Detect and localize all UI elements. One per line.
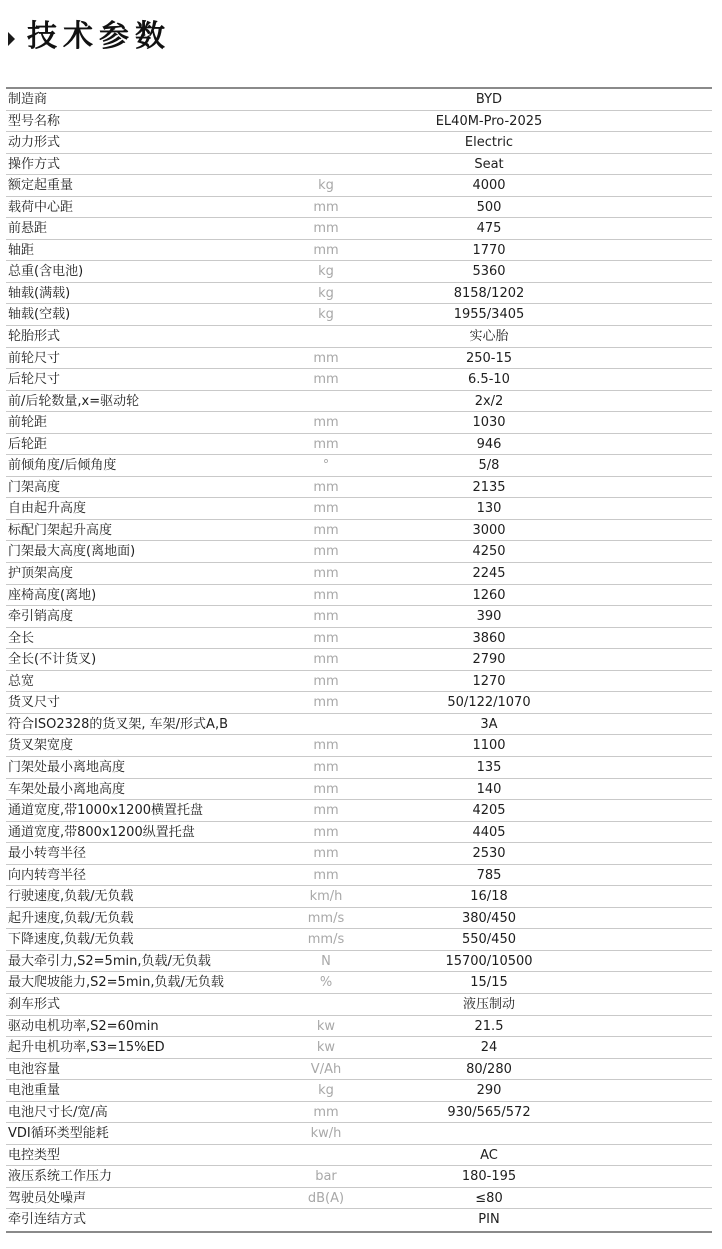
spec-value: 135 [476, 759, 502, 775]
spec-name: 轴距 [8, 242, 35, 258]
spec-name: 门架最大高度(离地面) [8, 544, 136, 560]
spec-unit: mm [313, 673, 339, 689]
spec-name: 货叉架宽度 [8, 738, 74, 754]
spec-name: 起升电机功率,S3=15%ED [8, 1040, 165, 1056]
spec-unit: mm [313, 759, 339, 775]
spec-row [6, 261, 712, 283]
spec-unit: mm [313, 630, 339, 646]
spec-row [6, 240, 712, 262]
spec-name: 后轮尺寸 [8, 372, 61, 388]
spec-unit: mm [313, 372, 339, 388]
spec-value: 2245 [472, 566, 506, 582]
spec-name: 门架高度 [8, 479, 61, 495]
spec-value: 946 [476, 436, 502, 452]
spec-value: 130 [476, 501, 502, 517]
spec-value: 250-15 [465, 350, 513, 366]
spec-value: BYD [475, 92, 503, 107]
spec-name: 全长 [8, 630, 35, 646]
spec-value: 50/122/1070 [447, 695, 531, 711]
spec-value: 380/450 [461, 910, 516, 926]
spec-row [6, 111, 712, 133]
spec-row [6, 218, 712, 240]
spec-value: 液压制动 [462, 996, 515, 1012]
spec-unit: kg [318, 178, 334, 194]
triangle-bullet-icon [8, 32, 15, 46]
spec-value: 24 [480, 1040, 498, 1056]
spec-unit: mm/s [307, 932, 345, 948]
spec-value: 实心胎 [469, 329, 509, 345]
spec-value: 140 [476, 781, 502, 797]
spec-value: 8158/1202 [453, 285, 525, 301]
spec-unit: mm [313, 1104, 339, 1120]
spec-row [6, 455, 712, 477]
spec-row [6, 348, 712, 370]
spec-name: 货叉尺寸 [8, 695, 61, 711]
spec-row [6, 369, 712, 391]
spec-unit: mm [313, 695, 339, 711]
spec-row [6, 692, 712, 714]
spec-name: 驾驶员处噪声 [8, 1190, 87, 1206]
spec-value: 1260 [472, 587, 506, 603]
spec-value: 4405 [472, 824, 506, 840]
spec-name: 向内转弯半径 [8, 867, 87, 883]
spec-value: 4250 [472, 544, 506, 560]
spec-unit: N [321, 953, 331, 969]
spec-name: 轴载(满载) [8, 285, 71, 301]
spec-row [6, 1145, 712, 1167]
spec-value: 290 [476, 1083, 502, 1099]
spec-row [6, 1080, 712, 1102]
spec-unit: mm [313, 738, 339, 754]
spec-unit: mm [313, 587, 339, 603]
spec-name: 制造商 [8, 92, 48, 107]
spec-table [6, 87, 712, 1233]
spec-unit: mm [313, 566, 339, 582]
spec-row [6, 843, 712, 865]
spec-row [6, 1016, 712, 1038]
spec-value: 5360 [472, 264, 506, 280]
spec-row [6, 1037, 712, 1059]
spec-row [6, 326, 712, 348]
spec-name: 符合ISO2328的货叉架, 车架/形式A,B [8, 716, 228, 732]
spec-unit: kg [318, 264, 334, 280]
spec-name: 下降速度,负载/无负载 [8, 932, 134, 948]
spec-value: 4000 [472, 178, 506, 194]
spec-unit: mm [313, 824, 339, 840]
spec-name: 前/后轮数量,x=驱动轮 [8, 393, 140, 409]
spec-row [6, 865, 712, 887]
spec-row [6, 498, 712, 520]
spec-value: AC [480, 1147, 498, 1163]
spec-unit: mm [313, 781, 339, 797]
spec-name: 总重(含电池) [8, 264, 84, 280]
spec-row [6, 1209, 712, 1231]
spec-value: 3A [480, 716, 498, 732]
spec-unit: kg [318, 285, 334, 301]
spec-row [6, 757, 712, 779]
spec-row [6, 477, 712, 499]
spec-unit: mm/s [307, 910, 345, 926]
spec-value: 2135 [472, 479, 506, 495]
spec-name: 起升速度,负载/无负载 [8, 910, 134, 926]
spec-unit: bar [315, 1169, 337, 1185]
spec-value: 180-195 [461, 1169, 517, 1185]
spec-name: 牵引销高度 [8, 609, 74, 625]
spec-value: EL40M-Pro-2025 [435, 113, 543, 129]
spec-value: 1030 [472, 415, 506, 431]
spec-name: 前倾角度/后倾角度 [8, 458, 117, 474]
spec-row [6, 951, 712, 973]
spec-name: 前轮尺寸 [8, 350, 61, 366]
spec-value: 475 [476, 221, 502, 237]
spec-row [6, 649, 712, 671]
spec-name: 驱动电机功率,S2=60min [8, 1018, 159, 1034]
spec-unit: ° [322, 458, 330, 474]
spec-name: 门架处最小离地高度 [8, 759, 126, 775]
spec-name: 自由起升高度 [8, 501, 87, 517]
spec-name: 电池尺寸长/宽/高 [8, 1104, 108, 1120]
spec-row [6, 908, 712, 930]
spec-value: Seat [474, 156, 504, 172]
spec-unit: % [319, 975, 333, 991]
spec-unit: mm [313, 350, 339, 366]
spec-row [6, 714, 712, 736]
spec-unit: mm [313, 522, 339, 538]
spec-row [6, 89, 712, 111]
spec-row [6, 779, 712, 801]
spec-unit: V/Ah [310, 1061, 342, 1077]
spec-name: 额定起重量 [8, 178, 74, 194]
spec-name: 护顶架高度 [8, 566, 74, 582]
spec-name: 座椅高度(离地) [8, 587, 97, 603]
spec-name: 操作方式 [8, 156, 61, 172]
spec-name: 液压系统工作压力 [8, 1169, 113, 1185]
spec-value: 1270 [472, 673, 506, 689]
spec-value: 4205 [472, 803, 506, 819]
spec-unit: mm [313, 221, 339, 237]
spec-unit: km/h [309, 889, 343, 905]
spec-name: 全长(不计货叉) [8, 652, 97, 668]
spec-row [6, 628, 712, 650]
spec-name: 行驶速度,负载/无负载 [8, 889, 134, 905]
spec-row [6, 154, 712, 176]
spec-value: 16/18 [470, 889, 508, 905]
spec-value: ≤80 [475, 1190, 503, 1206]
spec-unit: kw [316, 1018, 336, 1034]
spec-unit: mm [313, 479, 339, 495]
spec-row [6, 1188, 712, 1210]
spec-unit: kg [318, 307, 334, 323]
spec-name: VDI循环类型能耗 [8, 1126, 109, 1142]
spec-value: 2530 [472, 846, 506, 862]
spec-name: 通道宽度,带1000x1200横置托盘 [8, 803, 203, 819]
spec-value: Electric [464, 135, 514, 151]
spec-row [6, 800, 712, 822]
spec-name: 最小转弯半径 [8, 846, 87, 862]
spec-value: 15700/10500 [445, 953, 533, 969]
spec-name: 后轮距 [8, 436, 48, 452]
spec-row [6, 994, 712, 1016]
spec-row [6, 886, 712, 908]
spec-name: 总宽 [8, 673, 35, 689]
spec-value: 3000 [472, 522, 506, 538]
spec-unit: mm [313, 652, 339, 668]
spec-name: 标配门架起升高度 [8, 522, 113, 538]
spec-unit: mm [313, 609, 339, 625]
spec-value: PIN [478, 1212, 500, 1228]
spec-name: 电池重量 [8, 1083, 61, 1099]
spec-value: 15/15 [470, 975, 508, 991]
spec-unit: mm [313, 803, 339, 819]
spec-row [6, 1166, 712, 1188]
spec-value: 5/8 [478, 458, 500, 474]
spec-value: 1100 [472, 738, 506, 754]
spec-name: 型号名称 [8, 113, 61, 129]
spec-name: 通道宽度,带800x1200纵置托盘 [8, 824, 195, 840]
spec-name: 动力形式 [8, 135, 61, 151]
spec-unit: mm [313, 436, 339, 452]
spec-name: 前悬距 [8, 221, 48, 237]
spec-name: 最大爬坡能力,S2=5min,负载/无负载 [8, 975, 224, 991]
spec-value: 6.5-10 [468, 372, 510, 388]
spec-value: 2790 [472, 652, 506, 668]
spec-row [6, 822, 712, 844]
spec-unit: mm [313, 544, 339, 560]
spec-unit: kw [316, 1040, 336, 1056]
spec-value: 2x/2 [474, 393, 504, 409]
spec-row [6, 585, 712, 607]
spec-name: 轮胎形式 [8, 329, 61, 345]
spec-name: 电控类型 [8, 1147, 61, 1163]
spec-name: 最大牵引力,S2=5min,负载/无负载 [8, 953, 211, 969]
spec-row [6, 1123, 712, 1145]
spec-name: 牵引连结方式 [8, 1212, 87, 1228]
spec-value: 550/450 [461, 932, 516, 948]
spec-name: 轴载(空载) [8, 307, 71, 323]
spec-row [6, 929, 712, 951]
spec-name: 载荷中心距 [8, 199, 74, 215]
spec-unit: mm [313, 846, 339, 862]
spec-row [6, 132, 712, 154]
spec-name: 车架处最小离地高度 [8, 781, 126, 797]
spec-value: 390 [476, 609, 502, 625]
spec-row [6, 304, 712, 326]
spec-value: 1955/3405 [453, 307, 525, 323]
spec-row [6, 175, 712, 197]
section-title: 技术参数 [27, 19, 171, 54]
spec-name: 前轮距 [8, 415, 48, 431]
spec-row [6, 972, 712, 994]
spec-unit: mm [313, 501, 339, 517]
spec-value: 3860 [472, 630, 506, 646]
spec-unit: kw/h [310, 1126, 342, 1142]
spec-value: 500 [476, 199, 502, 215]
spec-unit: dB(A) [307, 1190, 345, 1206]
spec-name: 刹车形式 [8, 996, 61, 1012]
spec-unit: kg [318, 1083, 334, 1099]
spec-row [6, 563, 712, 585]
spec-row [6, 283, 712, 305]
spec-row [6, 1059, 712, 1081]
spec-value: 80/280 [466, 1061, 512, 1077]
spec-row [6, 671, 712, 693]
spec-row [6, 606, 712, 628]
spec-value: 930/565/572 [447, 1104, 531, 1120]
spec-value: 21.5 [474, 1018, 504, 1034]
spec-row [6, 412, 712, 434]
spec-row [6, 1102, 712, 1124]
spec-value: 785 [476, 867, 502, 883]
spec-row [6, 197, 712, 219]
spec-name: 电池容量 [8, 1061, 61, 1077]
spec-row [6, 735, 712, 757]
spec-unit: mm [313, 867, 339, 883]
spec-row [6, 520, 712, 542]
section-header [0, 12, 722, 62]
spec-unit: mm [313, 242, 339, 258]
spec-row [6, 541, 712, 563]
spec-row [6, 391, 712, 413]
spec-value: 1770 [472, 242, 506, 258]
spec-row [6, 434, 712, 456]
spec-unit: mm [313, 199, 339, 215]
spec-unit: mm [313, 415, 339, 431]
